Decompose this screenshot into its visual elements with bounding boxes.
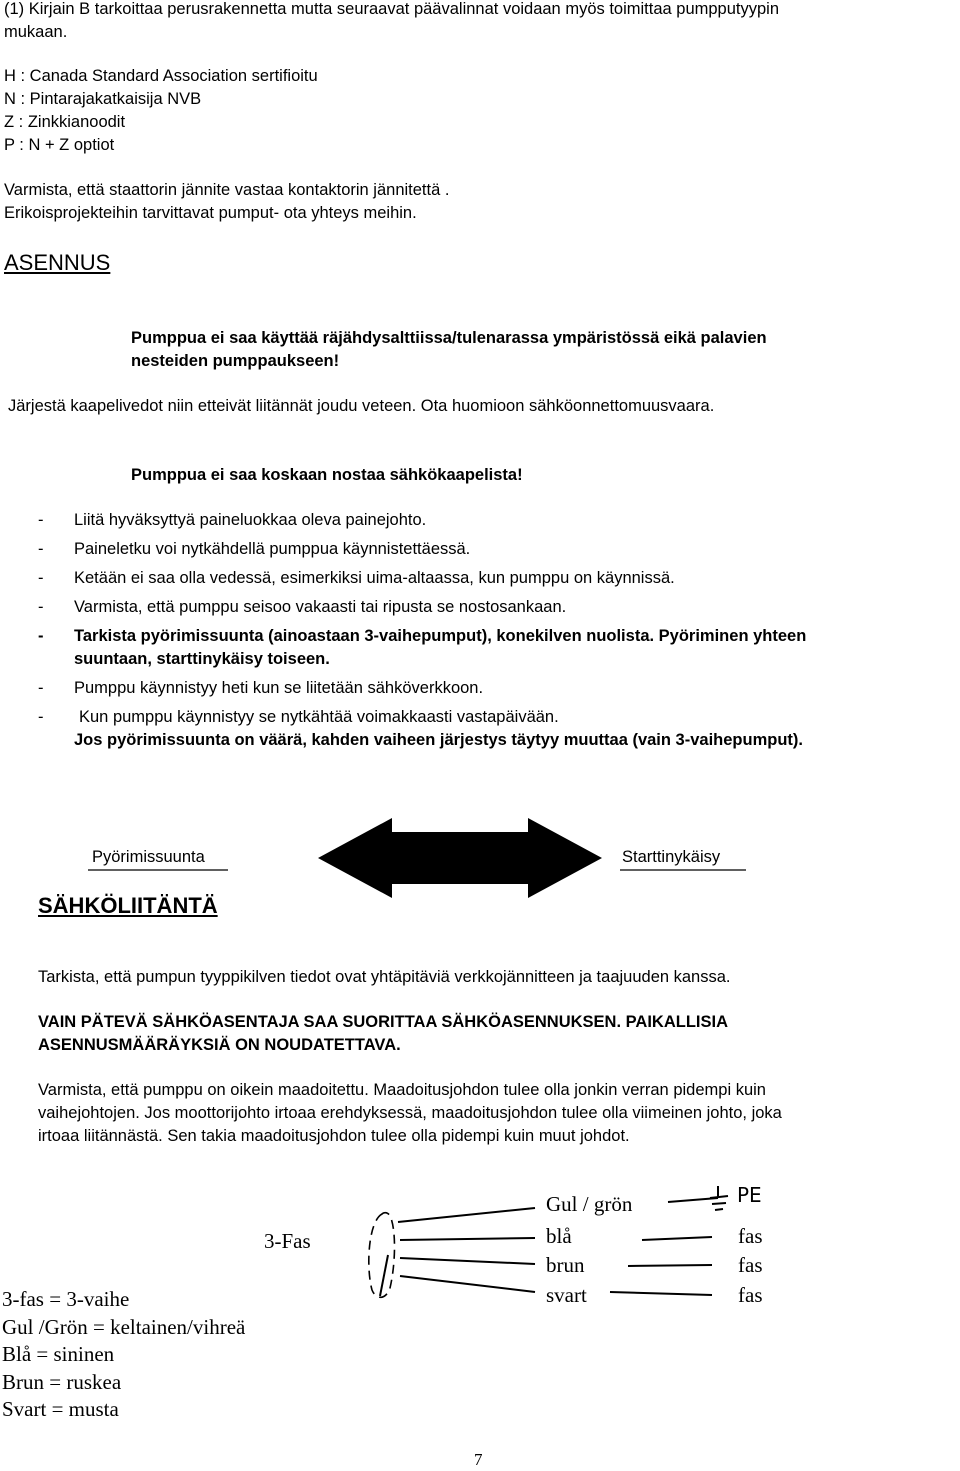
- start-kick-label: Starttinykäisy: [622, 848, 721, 866]
- reverse-phase-note: Jos pyörimissuunta on väärä, kahden vaiheen järjestys täytyy muuttaa (vain 3-vaihepumput).: [74, 731, 803, 749]
- bullet-counterclockwise-kick: Kun pumppu käynnistyy se nytkähtää voimakkaasti vastapäivään.: [79, 708, 559, 726]
- wire-label-bla: blå: [546, 1224, 572, 1248]
- bullet-stable-position: Varmista, että pumppu seisoo vakaasti tai ripusta se nostosankaan.: [74, 598, 567, 616]
- terminal-line-brun: [628, 1265, 712, 1266]
- wire-brun: [400, 1258, 535, 1264]
- terminal-label-fas-2: fas: [738, 1253, 763, 1277]
- legend-bla: Blå = sininen: [2, 1342, 115, 1366]
- rotation-direction-label: Pyörimissuunta: [92, 848, 205, 866]
- bullet-rotation-check-line-2: suuntaan, starttinykäisy toiseen.: [74, 650, 330, 668]
- cable-end-shape: [369, 1213, 395, 1298]
- bullet-dash: -: [38, 679, 44, 697]
- terminal-label-pe: PE: [737, 1183, 762, 1207]
- bullet-dash: -: [38, 598, 44, 616]
- wire-label-brun: brun: [546, 1253, 585, 1277]
- cable-slash: [380, 1255, 388, 1296]
- intro-line-1: (1) Kirjain B tarkoittaa perusrakennetta mutta seuraavat päävalinnat voidaan myös toimittaa pumpputyypin: [4, 0, 780, 18]
- page-number: 7: [474, 1450, 483, 1469]
- special-projects-note: Erikoisprojekteihin tarvittavat pumput- ota yhteys meihin.: [4, 204, 417, 222]
- grounding-note-line-1: Varmista, että pumppu on oikein maadoitettu. Maadoitusjohdon tulee olla jonkin verran pidempi kuin: [38, 1081, 766, 1099]
- intro-line-2: mukaan.: [4, 23, 68, 41]
- option-h: H : Canada Standard Association sertifioitu: [4, 67, 318, 85]
- cable-note: Järjestä kaapelivedot niin etteivät liitännät joudu veteen. Ota huomioon sähköonnettomuusvaara.: [8, 397, 715, 415]
- terminal-label-fas-3: fas: [738, 1283, 763, 1307]
- legend-brun: Brun = ruskea: [2, 1370, 122, 1394]
- voltage-note: Varmista, että staattorin jännite vastaa kontaktorin jännitettä .: [4, 181, 450, 199]
- terminal-label-fas-1: fas: [738, 1224, 763, 1248]
- grounding-note-line-3: irtoaa liitännästä. Sen takia maadoitusjohdon tulee olla pidempi kuin muut johdot.: [38, 1127, 630, 1145]
- option-n: N : Pintarajakatkaisija NVB: [4, 90, 202, 108]
- terminal-line-bla: [642, 1237, 712, 1240]
- electrician-warning-line-2: ASENNUSMÄÄRÄYKSIÄ ON NOUDATETTAVA.: [38, 1036, 401, 1054]
- explosion-warning-line-2: nesteiden pumppaukseen!: [131, 352, 340, 370]
- bullet-rotation-check-line-1: Tarkista pyörimissuunta (ainoastaan 3-vaihepumput), konekilven nuolista. Pyöriminen yhteen: [74, 627, 807, 645]
- grounding-note-line-2: vaihejohtojen. Jos moottorijohto irtoaa erehdyksessä, maadoitusjohdon tulee olla viimeinen johto, joka: [38, 1104, 782, 1122]
- bullet-dash: -: [38, 627, 44, 645]
- bullet-dash: -: [38, 708, 44, 726]
- bullet-hose-jerk: Paineletku voi nytkähdellä pumppua käynnistettäessä.: [74, 540, 471, 558]
- wire-gul-gron: [398, 1208, 535, 1222]
- option-p: P : N + Z optiot: [4, 136, 115, 154]
- double-arrow-icon: [318, 818, 602, 898]
- bullet-no-one-in-water: Ketään ei saa olla vedessä, esimerkiksi uima-altaassa, kun pumppu on käynnissä.: [74, 569, 675, 587]
- terminal-line-pe: [668, 1198, 718, 1202]
- legend-svart: Svart = musta: [2, 1397, 119, 1421]
- bullet-dash: -: [38, 540, 44, 558]
- wire-svart: [400, 1276, 535, 1292]
- terminal-line-svart: [610, 1292, 712, 1295]
- wire-label-svart: svart: [546, 1283, 587, 1307]
- ground-icon: [710, 1186, 728, 1210]
- electrician-warning-line-1: VAIN PÄTEVÄ SÄHKÖASENTAJA SAA SUORITTAA SÄHKÖASENNUKSEN. PAIKALLISIA: [38, 1013, 728, 1031]
- nameplate-check-note: Tarkista, että pumpun tyyppikilven tiedot ovat yhtäpitäviä verkkojännitteen ja taajuuden kanssa.: [38, 968, 731, 986]
- bullet-pressure-hose: Liitä hyväksyttyä paineluokkaa oleva painejohto.: [74, 511, 427, 529]
- three-phase-title: 3-Fas: [264, 1229, 311, 1253]
- wire-bla: [400, 1238, 535, 1240]
- explosion-warning-line-1: Pumppua ei saa käyttää räjähdysalttiissa/tulenarassa ympäristössä eikä palavien: [131, 329, 767, 347]
- cable-lift-warning: Pumppua ei saa koskaan nostaa sähkökaapelista!: [131, 466, 523, 484]
- bullet-starts-immediately: Pumppu käynnistyy heti kun se liitetään sähköverkkoon.: [74, 679, 484, 697]
- legend-3fas: 3-fas = 3-vaihe: [2, 1287, 130, 1311]
- asennus-heading: ASENNUS: [4, 250, 111, 275]
- bullet-dash: -: [38, 569, 44, 587]
- option-z: Z : Zinkkianoodit: [4, 113, 126, 131]
- wire-label-gul-gron: Gul / grön: [546, 1192, 633, 1216]
- sahkoliitanta-heading: SÄHKÖLIITÄNTÄ: [38, 893, 218, 918]
- legend-gul-gron: Gul /Grön = keltainen/vihreä: [2, 1315, 246, 1339]
- bullet-dash: -: [38, 511, 44, 529]
